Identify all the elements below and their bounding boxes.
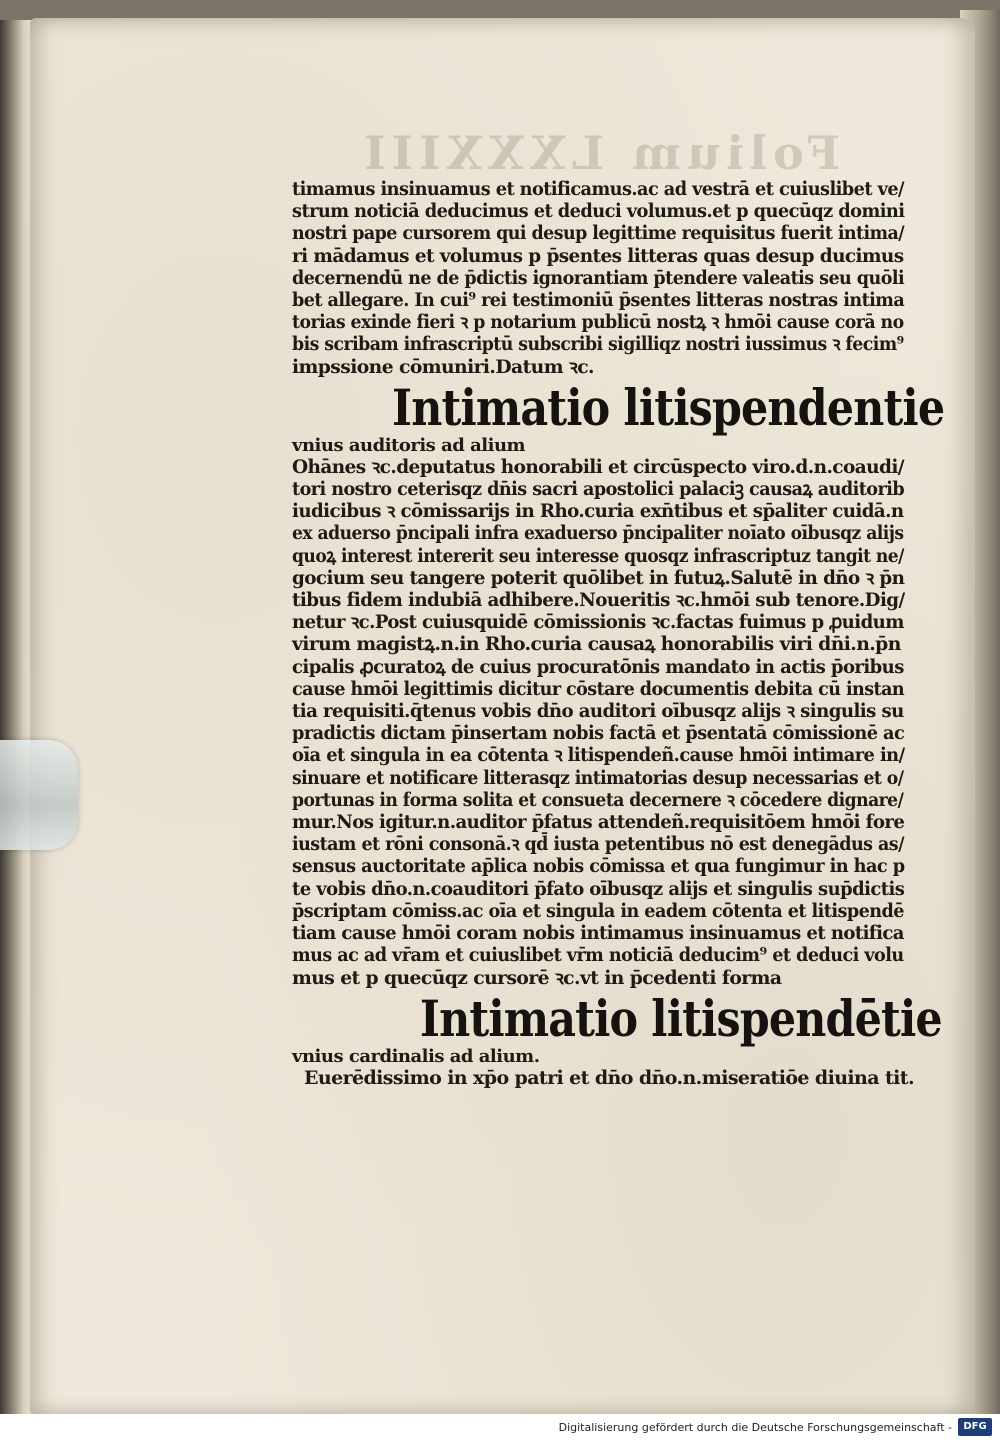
folio-bleedthrough: Folium LXXXIII — [358, 126, 840, 180]
text-line: tiam cause hmōi coram nobis intimamus insinuamus et notifica — [292, 922, 904, 945]
text-line: Euerēdissimo in xp̄o patri et dn̄o dn̄o.n.miseratiōe diuina tit. — [304, 1066, 914, 1089]
section-subheading: vnius auditoris ad alium — [292, 434, 526, 456]
text-line: quoꝝ interest intererit seu interesse quosqz infrascriptuz tangit ne/ — [292, 544, 904, 567]
text-line: decernendū ne de p̄dictis ignorantiam p̄tendere valeatis seu quōli — [292, 266, 905, 289]
text-line: te vobis dn̄o.n.coauditori p̄fato oībusqz alijs et singulis sup̄dictis — [292, 877, 905, 900]
section-heading: Intimatio litispendentie — [392, 377, 945, 437]
text-line: netur ꝛc.Post cuiusquidē cōmissionis ꝛc.factas fuimus p ꝓuidum — [292, 611, 904, 634]
text-line: cipalis ꝓcuratoꝝ de cuius procuratōnis mandato in actis p̄oribus — [292, 655, 904, 678]
paragraph-block-2 — [292, 456, 912, 989]
book-left-edge — [0, 20, 34, 1420]
text-line: cause hmōi legittimis dicitur cōstare documentis debita cū instan — [292, 677, 905, 700]
section-subheading: vnius cardinalis ad alium. — [292, 1045, 540, 1067]
paragraph-block-1 — [292, 178, 912, 378]
text-line: impssione cōmuniri.Datum ꝛc. — [292, 355, 594, 378]
text-line: p̄scriptam cōmiss.ac oīa et singula in eadem cōtenta et litispendē — [292, 899, 904, 922]
text-line: mus et p quecūqz cursorē ꝛc.vt in p̄cedenti forma — [292, 966, 782, 989]
text-line: mur.Nos igitur.n.auditor p̄fatus attendeñ.requisitōem hmōi fore — [292, 811, 905, 834]
section-heading: Intimatio litispendētie — [419, 988, 942, 1048]
text-line: ex aduerso p̄ncipali infra exaduerso p̄ncipaliter noīato oībusqz alijs — [292, 522, 904, 545]
footer-credit: Digitalisierung gefördert durch die Deutsche Forschungsgemeinschaft - — [558, 1421, 952, 1434]
text-line: bet allegare. In cui⁹ rei testimoniū p̄sentes litteras nostras intima — [292, 289, 905, 312]
text-line: portunas in forma solita et consueta decernere ꝛ cōcedere dignare/ — [292, 788, 904, 811]
text-line: tibus fidem indubiā adhibere.Noueritis ꝛc.hmōi sub tenore.Dig/ — [292, 589, 905, 612]
text-line: tia requisiti.q̄tenus vobis dn̄o auditori oībusqz alijs ꝛ singulis su — [292, 700, 904, 723]
text-line: timamus insinuamus et notificamus.ac ad vestrā et cuiuslibet ve/ — [292, 178, 904, 200]
text-line: nostri pape cursorem qui desup legittime requisitus fuerit intima/ — [292, 222, 905, 245]
text-line: sensus auctoritate ap̄lica nobis cōmissa et qua fungimur in hac p — [292, 855, 905, 878]
text-block — [292, 178, 945, 1089]
page-clip — [0, 740, 78, 850]
dfg-logo: DFG — [958, 1418, 992, 1436]
text-line: strum noticiā deducimus et deduci volumus.et p quecūqz domini — [292, 200, 905, 223]
text-line: ri mādamus et volumus p p̄sentes litteras quas desup ducimus — [292, 244, 904, 267]
text-line: oīa et singula in ea cōtenta ꝛ litispendeñ.cause hmōi intimare in/ — [292, 744, 905, 767]
text-line: mus ac ad vr̄am et cuiuslibet vr̄m noticiā deducim⁹ et deduci volu — [292, 944, 904, 967]
text-line: iudicibus ꝛ cōmissarijs in Rho.curia exn̄tibus et sp̄aliter cuidā.n — [292, 500, 904, 523]
text-line: Ohānes ꝛc.deputatus honorabili et circūspecto viro.d.n.coaudi/ — [292, 455, 904, 478]
text-line: gocium seu tangere poterit quōlibet in futuꝝ.Salutē in dn̄o ꝛ p̄n — [292, 566, 905, 589]
text-line: pradictis dictam p̄insertam nobis factā et p̄sentatā cōmissionē ac — [292, 722, 905, 745]
text-line: iustam et rōni consonā.ꝛ qd̄ iusta petentibus nō est denegādus as/ — [292, 833, 904, 856]
text-line: tori nostro ceterisqz dn̄is sacri apostolici palaciꝫ causaꝝ auditorib — [292, 478, 905, 501]
text-line: virum magistꝝ.n.in Rho.curia causaꝝ honorabilis viri dn̄i.n.p̄n — [292, 633, 901, 656]
text-line: bis scribam infrascriptū subscribi sigilliqz nostri iussimus ꝛ fecim⁹ — [292, 333, 904, 356]
text-line: sinuare et notificare litterasqz intimatorias desup necessarias et o/ — [292, 766, 904, 789]
text-line: torias exinde fieri ꝛ p notarium publicū nostꝝ ꝛ hmōi cause corā no — [292, 311, 904, 334]
